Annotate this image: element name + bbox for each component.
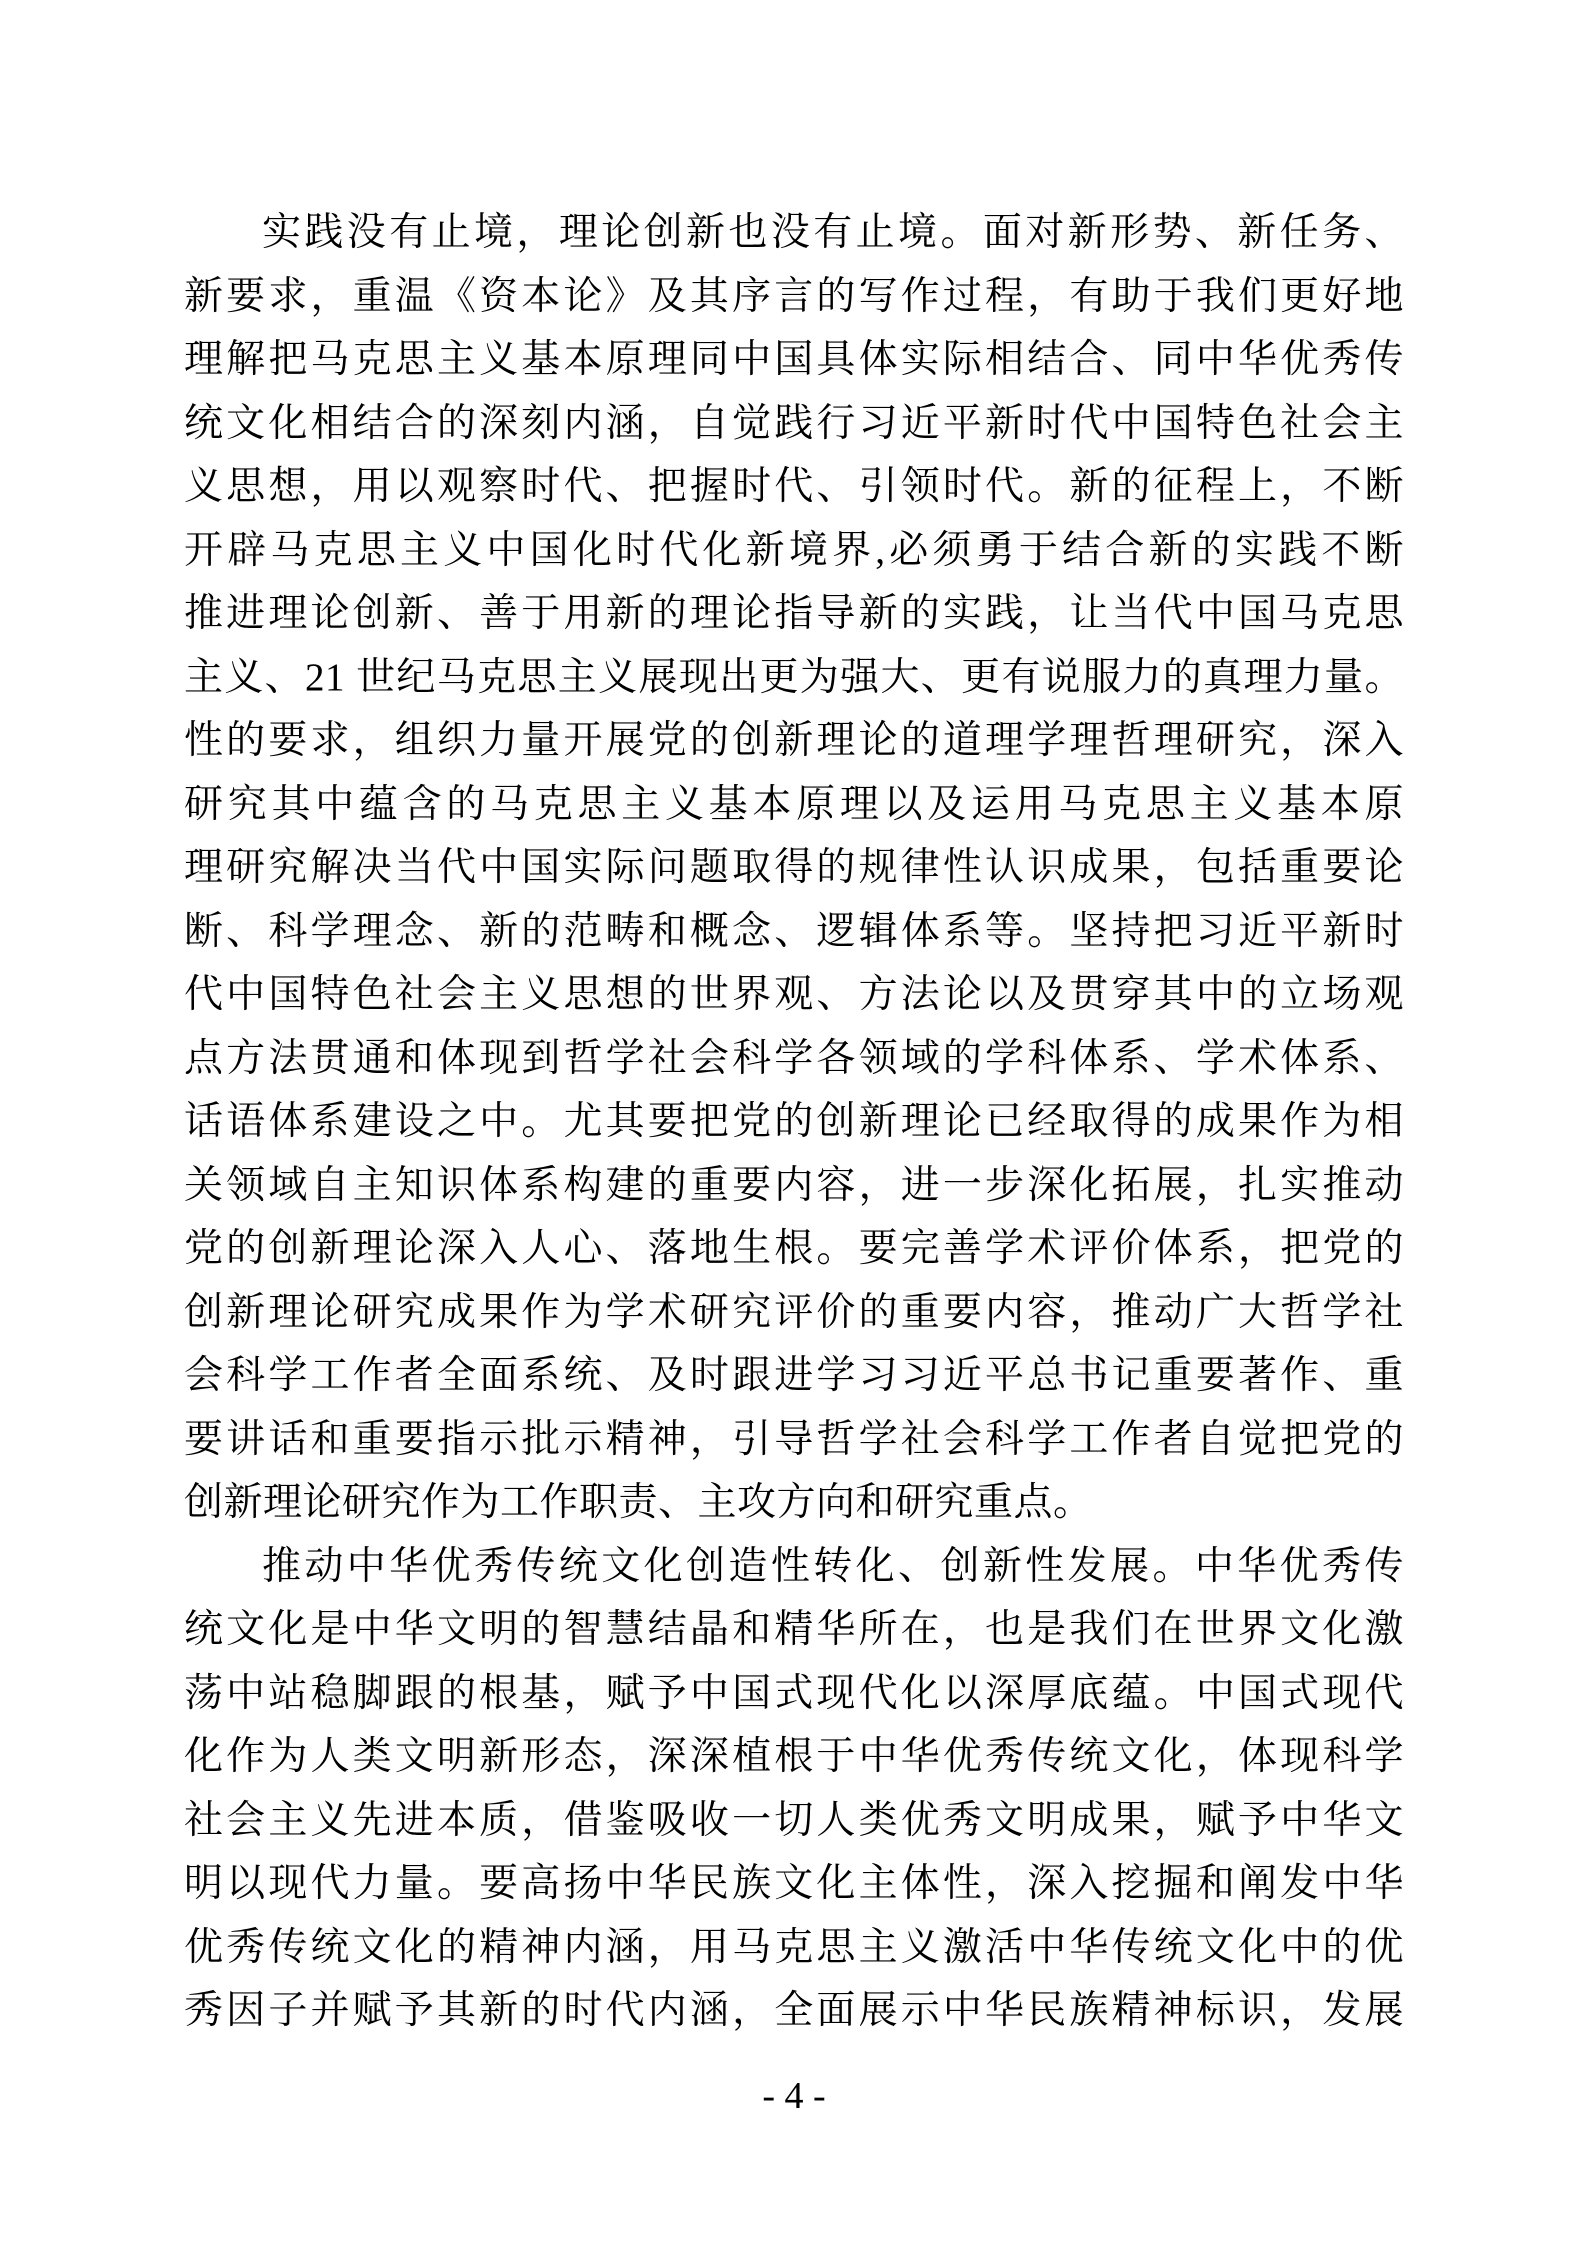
text-line: 推进理论创新、善于用新的理论指导新的实践，让当代中国马克思 [184, 592, 1404, 635]
text-line: 统文化是中华文明的智慧结晶和精华所在，也是我们在世界文化激 [184, 1608, 1404, 1651]
document-body [184, 201, 1404, 2043]
text-line: 优秀传统文化的精神内涵，用马克思主义激活中华传统文化中的优 [184, 1925, 1404, 1969]
text-line: 实践没有止境，理论创新也没有止境。面对新形势、新任务、 [262, 211, 1404, 254]
text-line: 党的创新理论深入人心、落地生根。要完善学术评价体系，把党的 [184, 1227, 1404, 1270]
text-line: 理解把马克思主义基本原理同中国具体实际相结合、同中华优秀传 [184, 338, 1404, 381]
text-line: 义思想，用以观察时代、把握时代、引领时代。新的征程上，不断 [184, 465, 1404, 508]
text-line: 统文化相结合的深刻内涵，自觉践行习近平新时代中国特色社会主 [184, 401, 1404, 445]
text-line: 创新理论研究作为工作职责、主攻方向和研究重点。 [184, 1481, 1093, 1524]
text-line: 话语体系建设之中。尤其要把党的创新理论已经取得的成果作为相 [184, 1100, 1404, 1143]
text-line: 化作为人类文明新形态，深深植根于中华优秀传统文化，体现科学 [184, 1735, 1404, 1778]
page-number: - 4 - [762, 2075, 826, 2117]
text-line: 荡中站稳脚跟的根基，赋予中国式现代化以深厚底蕴。中国式现代 [184, 1671, 1404, 1715]
text-line: 研究其中蕴含的马克思主义基本原理以及运用马克思主义基本原 [184, 782, 1404, 826]
text-line: 社会主义先进本质，借鉴吸收一切人类优秀文明成果，赋予中华文 [184, 1798, 1404, 1842]
text-line: 主义、21 世纪马克思主义展现出更为强大、更有说服力的真理力量。 [184, 655, 1404, 699]
text-line: 明以现代力量。要高扬中华民族文化主体性，深入挖掘和阐发中华 [184, 1862, 1404, 1905]
text-line: 会科学工作者全面系统、及时跟进学习习近平总书记重要著作、重 [184, 1354, 1404, 1397]
text-line: 理研究解决当代中国实际问题取得的规律性认识成果，包括重要论 [184, 846, 1404, 889]
text-line: 代中国特色社会主义思想的世界观、方法论以及贯穿其中的立场观 [184, 973, 1404, 1016]
text-line: 性的要求，组织力量开展党的创新理论的道理学理哲理研究，深入 [184, 719, 1404, 762]
text-line: 断、科学理念、新的范畴和概念、逻辑体系等。坚持把习近平新时 [184, 909, 1404, 953]
text-line: 点方法贯通和体现到哲学社会科学各领域的学科体系、学术体系、 [184, 1036, 1404, 1080]
text-line: 开辟马克思主义中国化时代化新境界,必须勇于结合新的实践不断 [184, 528, 1404, 572]
text-line: 推动中华优秀传统文化创造性转化、创新性发展。中华优秀传 [262, 1544, 1404, 1588]
text-line: 创新理论研究成果作为学术研究评价的重要内容，推动广大哲学社 [184, 1290, 1404, 1334]
text-line: 新要求，重温《资本论》及其序言的写作过程，有助于我们更好地 [184, 274, 1404, 318]
text-line: 关领域自主知识体系构建的重要内容，进一步深化拓展，扎实推动 [184, 1163, 1404, 1207]
text-line: 秀因子并赋予其新的时代内涵，全面展示中华民族精神标识，发展 [184, 1989, 1404, 2032]
text-line: 要讲话和重要指示批示精神，引导哲学社会科学工作者自觉把党的 [184, 1417, 1404, 1461]
